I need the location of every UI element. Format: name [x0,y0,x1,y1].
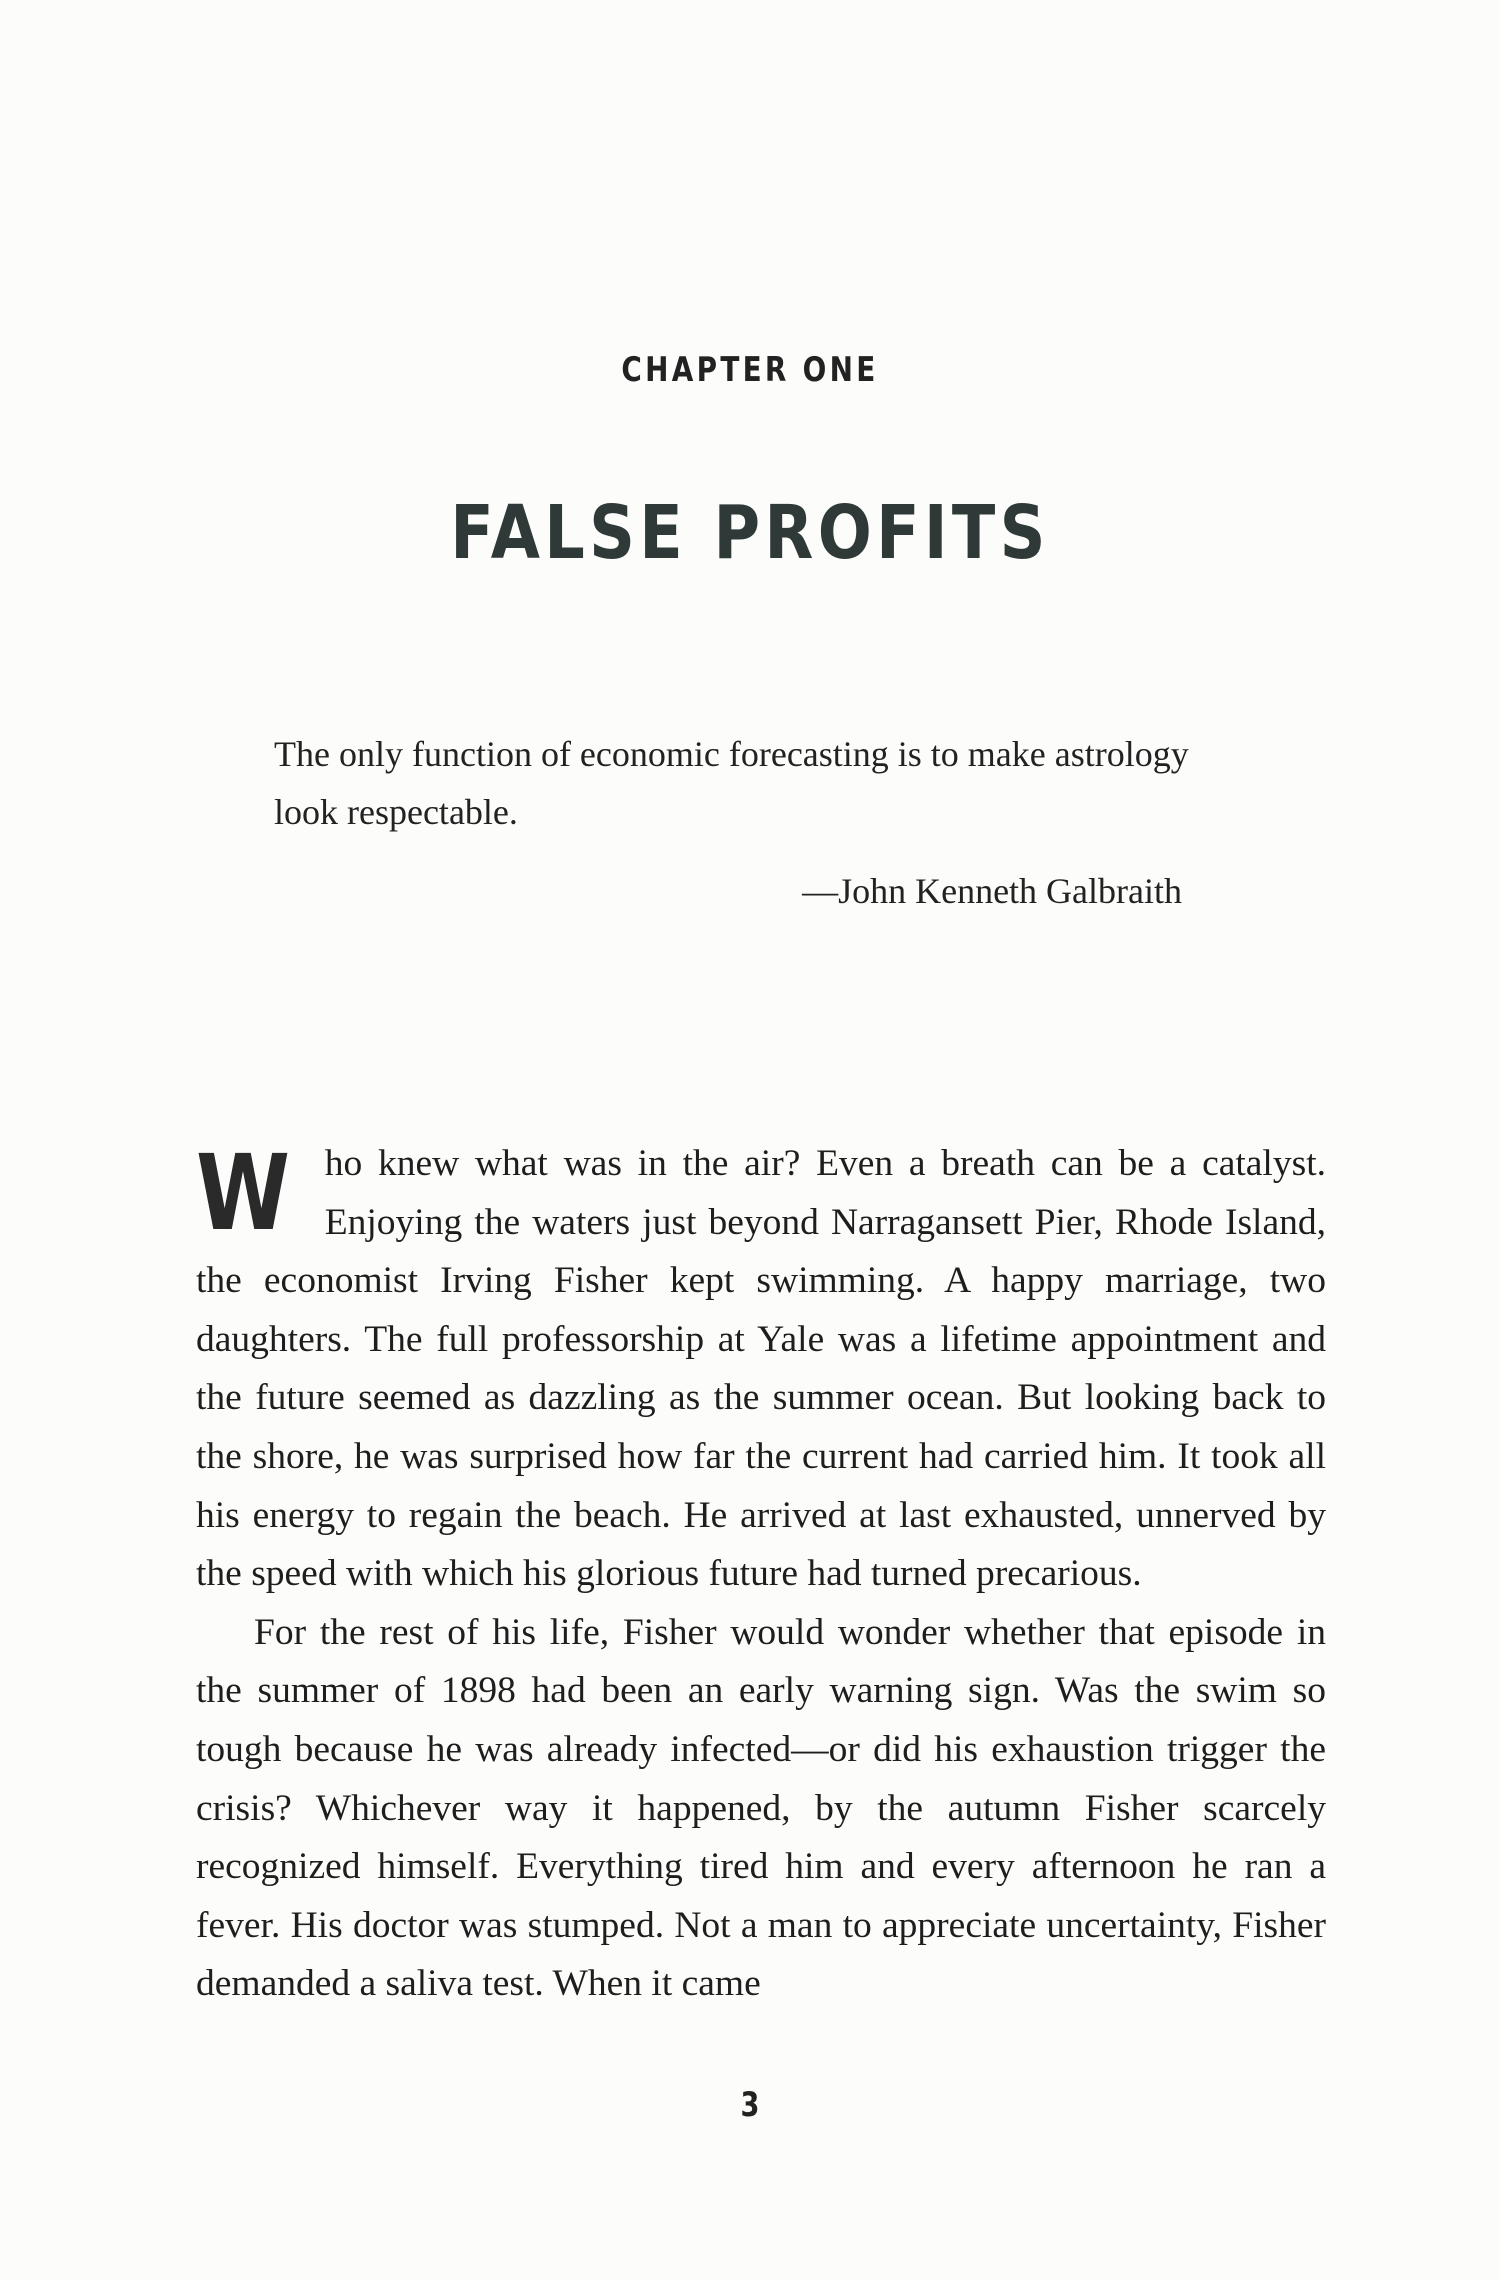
page-number: 3 [740,2085,760,2125]
chapter-label: CHAPTER ONE [621,350,879,390]
drop-cap: W [196,1132,291,1254]
epigraph-attribution: —John Kenneth Galbraith [802,871,1182,911]
paragraph-1 [196,1132,1326,1604]
epigraph-quote: The only function of economic forecasting is to make astrology look respectable. [274,734,1189,832]
chapter-title: FALSE PROFITS [450,490,1050,576]
paragraph-2: For the rest of his life, Fisher would wonder whether that episode in the summer of 1898 had been an early warning sign. Was the swim so tough because he was already infected—or did his exhaustion trigger the crisis? Whichever way it happened, by the autumn Fisher scarcely recognized himself. Everything tired him and every afternoon he ran a fever. His doctor was stumped. Not a man to appreciate uncertainty, Fisher demanded a saliva test. When it came [196,1611,1326,2005]
paragraph-1-text: ho knew what was in the air? Even a breath can be a catalyst. Enjoying the waters just beyond Narragansett Pier, Rhode Island, the economist Irving Fisher kept swimming. A happy marriage, two daughters. The full professorship at Yale was a lifetime appointment and the future seemed as dazzling as the summer ocean. But looking back to the shore, he was surprised how far the current had carried him. It took all his energy to regain the beach. He arrived at last exhausted, unnerved by the speed with which his glorious future had turned precarious. [196,1143,1326,1595]
chapter-body [196,1132,1326,2014]
